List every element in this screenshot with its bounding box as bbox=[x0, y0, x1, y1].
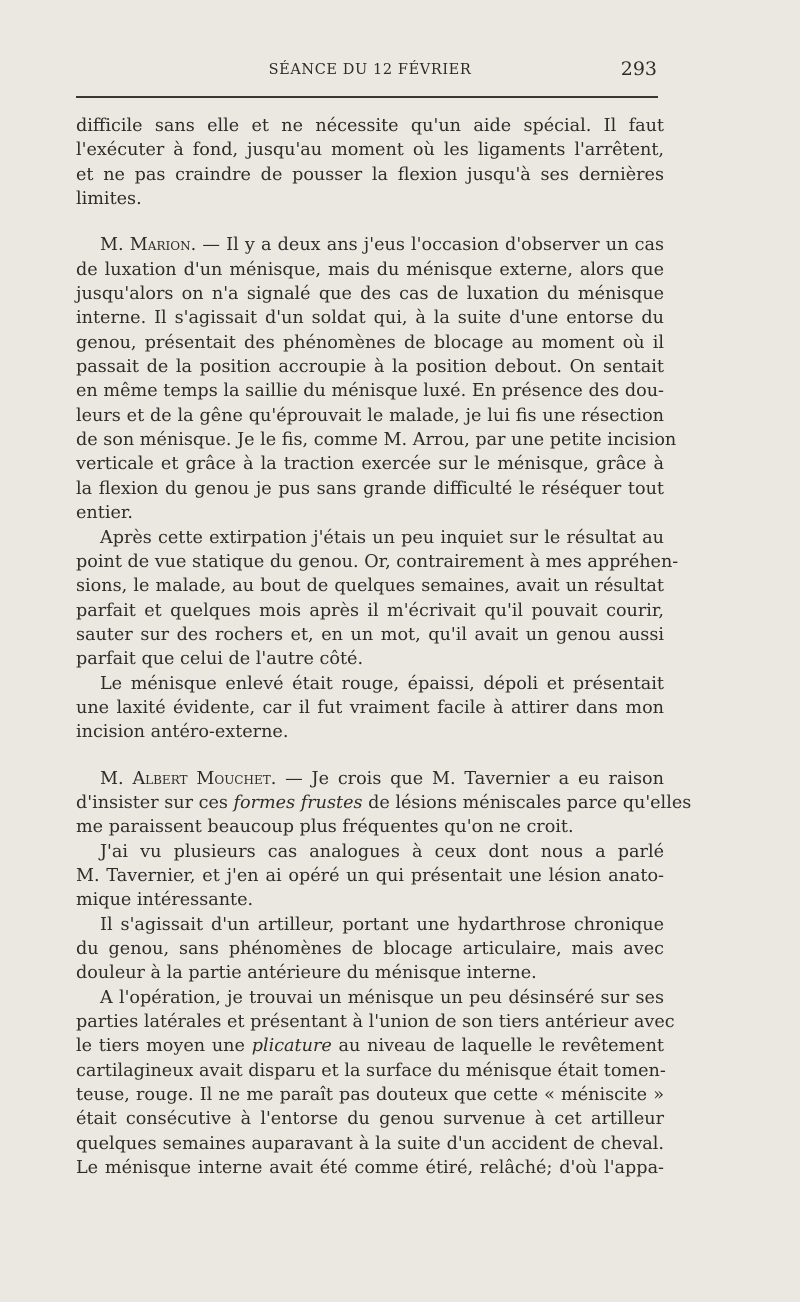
text-line: difficile sans elle et ne nécessite qu'un aide spécial. Il faut bbox=[76, 116, 664, 136]
text-line: Il s'agissait d'un artilleur, portant une hydarthrose chronique bbox=[100, 914, 664, 935]
paragraph bbox=[76, 840, 664, 913]
text-line: Le ménisque interne avait été comme étiré, relâché; d'où l'appa- bbox=[76, 1158, 664, 1179]
text-line: Le ménisque enlevé était rouge, épaissi, dépoli et présentait bbox=[100, 673, 664, 694]
text-line: parties latérales et présentant à l'union de son tiers antérieur avec bbox=[76, 1012, 675, 1033]
text-line: de son ménisque. Je le fis, comme M. Arrou, par une petite incision bbox=[76, 430, 677, 451]
text-line bbox=[76, 767, 664, 791]
text-line: cartilagineux avait disparu et la surface du ménisque était tomen- bbox=[76, 1060, 666, 1081]
paragraph-mouchet bbox=[76, 767, 692, 840]
text-line: une laxité évidente, car il fut vraiment facile à attirer dans mon bbox=[76, 697, 664, 718]
paragraph bbox=[76, 526, 679, 672]
text-line: J'ai vu plusieurs cas analogues à ceux dont nous a parlé bbox=[100, 841, 664, 862]
italic-term: plicature bbox=[251, 1036, 332, 1057]
text-line bbox=[76, 233, 664, 257]
text-line: entier. bbox=[76, 503, 133, 524]
text-line: du genou, sans phénomènes de blocage articulaire, mais avec bbox=[76, 939, 664, 959]
speaker-name: Albert Mouchet. bbox=[132, 768, 277, 789]
paragraph-continued bbox=[76, 114, 664, 211]
text-line: était consécutive à l'entorse du genou survenue à cet artilleur bbox=[76, 1109, 664, 1130]
paragraph bbox=[76, 913, 664, 986]
text-line: verticale et grâce à la traction exercée sur le ménisque, grâce à bbox=[76, 454, 664, 475]
text-line: Après cette extirpation j'étais un peu inquiet sur le résultat au bbox=[100, 527, 664, 548]
page-body bbox=[76, 114, 692, 1180]
text-line: parfait et quelques mois après il m'écrivait qu'il pouvait courir, bbox=[76, 600, 664, 621]
text-line: douleur à la partie antérieure du ménisque interne. bbox=[76, 963, 537, 984]
text-line: en même temps la saillie du ménisque luxé. En présence des dou- bbox=[76, 381, 664, 402]
paragraph-gap bbox=[76, 745, 664, 767]
speaker-remark: — Je crois que M. Tavernier a eu raison bbox=[276, 768, 664, 789]
text-line: me paraissent beaucoup plus fréquentes qu'on ne croit. bbox=[76, 817, 574, 838]
text-line: M. Tavernier, et j'en ai opéré un qui présentait une lésion anato- bbox=[76, 865, 664, 886]
speaker-prefix: M. bbox=[100, 235, 130, 256]
paragraph-marion bbox=[76, 233, 677, 525]
paragraph-gap bbox=[76, 211, 664, 233]
speaker-name: Marion. bbox=[129, 235, 197, 256]
text-line: de luxation d'un ménisque, mais du ménisque externe, alors que bbox=[76, 259, 664, 280]
text-line: teuse, rouge. Il ne me paraît pas douteux que cette « méniscite » bbox=[76, 1085, 664, 1106]
text-line: point de vue statique du genou. Or, contrairement à mes appréhen- bbox=[76, 551, 679, 572]
text-line: la flexion du genou je pus sans grande difficulté le réséquer tout bbox=[76, 478, 664, 499]
text-line: l'exécuter à fond, jusqu'au moment où les ligaments l'arrêtent, bbox=[76, 140, 664, 161]
text-line: parfait que celui de l'autre côté. bbox=[76, 649, 364, 670]
text-line bbox=[76, 791, 692, 815]
page-number: 293 bbox=[620, 58, 657, 80]
paragraph bbox=[76, 672, 664, 745]
header-rule bbox=[76, 96, 658, 98]
text-run: au niveau de laquelle le revêtement bbox=[331, 1036, 664, 1057]
text-run: d'insister sur ces bbox=[76, 792, 234, 813]
text-line: quelques semaines auparavant à la suite d'un accident de cheval. bbox=[76, 1133, 664, 1154]
text-line: passait de la position accroupie à la position debout. On sentait bbox=[76, 357, 664, 378]
text-line bbox=[76, 1034, 664, 1058]
text-line: mique intéressante. bbox=[76, 890, 254, 911]
text-line: A l'opération, je trouvai un ménisque un peu désinséré sur ses bbox=[100, 987, 664, 1008]
text-line: sauter sur des rochers et, en un mot, qu'il avait un genou aussi bbox=[76, 624, 664, 645]
header-title: SÉANCE DU 12 FÉVRIER bbox=[268, 62, 472, 78]
running-header bbox=[75, 58, 665, 86]
text-line: sions, le malade, au bout de quelques semaines, avait un résultat bbox=[76, 576, 664, 597]
text-line: leurs et de la gêne qu'éprouvait le malade, je lui fis une résection bbox=[76, 405, 664, 426]
text-line: limites. bbox=[76, 189, 142, 210]
paragraph bbox=[76, 986, 675, 1181]
italic-term: formes frustes bbox=[233, 792, 363, 813]
speaker-remark: — Il y a deux ans j'eus l'occasion d'observer un cas bbox=[196, 235, 665, 256]
text-line: jusqu'alors on n'a signalé que des cas de luxation du ménisque bbox=[76, 284, 664, 305]
text-line: incision antéro-externe. bbox=[76, 722, 289, 743]
speaker-prefix: M. bbox=[100, 768, 133, 789]
text-run: le tiers moyen une bbox=[76, 1036, 252, 1057]
text-line: et ne pas craindre de pousser la flexion jusqu'à ses dernières bbox=[76, 164, 664, 185]
text-run: de lésions méniscales parce qu'elles bbox=[362, 792, 692, 813]
text-line: genou, présentait des phénomènes de blocage au moment où il bbox=[76, 332, 664, 353]
text-line: interne. Il s'agissait d'un soldat qui, à la suite d'une entorse du bbox=[76, 308, 664, 329]
